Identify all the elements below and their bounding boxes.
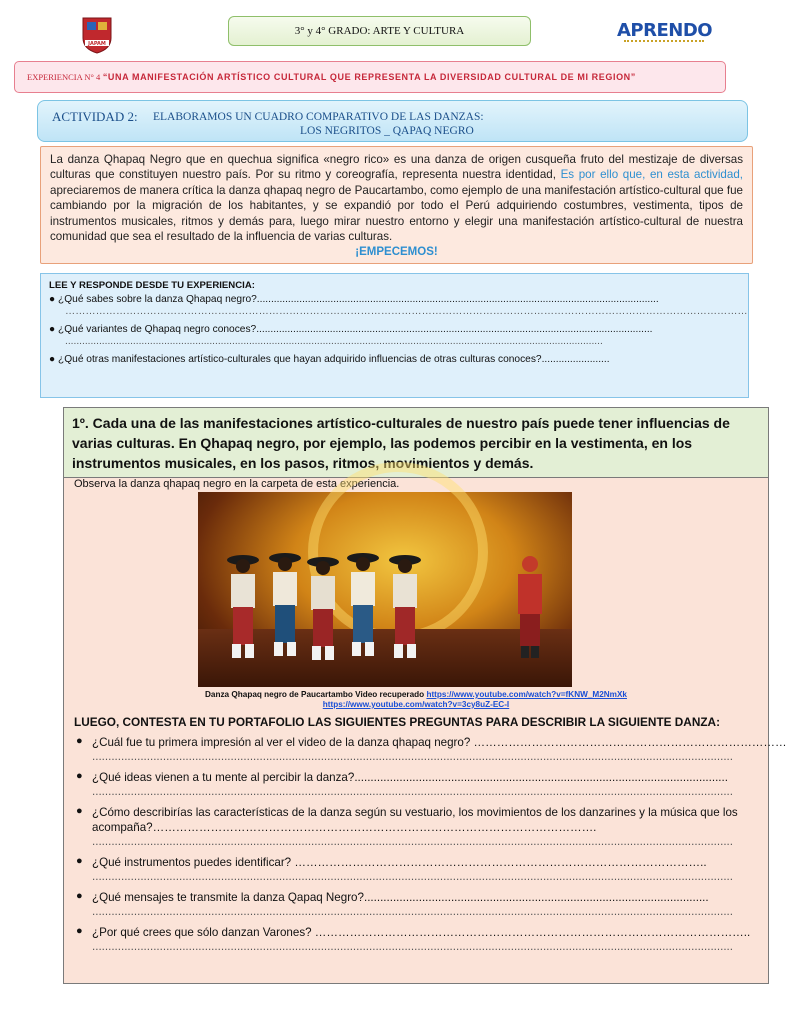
activity-banner (37, 100, 748, 142)
questions-list (74, 735, 787, 960)
answer-dots: .................................................................................................................... (354, 771, 728, 784)
school-crest-icon (80, 16, 114, 54)
answer-line[interactable]: ....................................................................................................................................................................................................... (92, 870, 734, 883)
brand-underline (624, 40, 704, 44)
bullet-icon: ● (49, 354, 56, 365)
question-text: ¿Qué mensajes te transmite la danza Qapaq Negro? (92, 891, 364, 904)
bullet-icon: ● (49, 324, 56, 335)
lee-question-3 (49, 352, 740, 367)
question-text: ¿Qué instrumentos puedes identificar? (92, 856, 292, 869)
video-link-1[interactable]: https://www.youtube.com/watch?v=fKNW_M2NmXk (426, 690, 627, 699)
answer-dots: ……………………………………………………………………………………………………. (152, 821, 597, 834)
video-link-2[interactable]: https://www.youtube.com/watch?v=3cy8uZ-EC-I (322, 700, 510, 709)
lee-question-1-text: ¿Qué sabes sobre la danza Qhapaq negro? (58, 294, 257, 305)
list-item (74, 925, 754, 953)
bullet-icon: ● (76, 805, 83, 817)
answer-line[interactable]: ....................................................................................................................................................................................................... (92, 785, 734, 798)
caption-text: Danza Qhapaq negro de Paucartambo Video recuperado (205, 690, 425, 699)
answer-line[interactable]: .............................................................................................................................................................................................. (65, 336, 603, 347)
lee-question-3-text: ¿Qué otras manifestaciones artístico-culturales que hayan adquirido influencias de otras culturas conoces?........................ (58, 354, 610, 365)
lee-question-2-text: ¿Qué variantes de Qhapaq negro conoces? (58, 324, 257, 335)
answer-dots: …………………………………………………………………………………………….. (291, 856, 707, 869)
grade-banner: 3° y 4° GRADO: ARTE Y CULTURA (228, 16, 531, 46)
experience-label: EXPERIENCIA N° 4 (27, 72, 101, 82)
activity-number: ACTIVIDAD 2: (52, 109, 138, 124)
logo-text: JAPAM (88, 41, 106, 47)
brand-logo: APRENDO (617, 20, 713, 41)
intro-text-b: apreciaremos de manera crítica la danza qhapaq negro de Paucartambo, como ejemplo de una manifestación artístico-cultural que fue cambiando por la migración de los habitantes, y se expandió por todo el Perú adquiriendo costumbres, vestimenta, tipos de instrumentos musicales, ritmos y demás para, luego mirar nuestro entorno y elegir una manifestación artístico-cultural de nuestra comunidad que sea el resultado de la influencia de varias culturas. (50, 183, 743, 244)
question-text: ¿Por qué crees que sólo danzan Varones? (92, 926, 312, 939)
answer-line[interactable]: ....................................................................................................................................................................................................... (92, 940, 734, 953)
answer-line[interactable]: ....................................................................................................................................................................................................... (92, 835, 734, 848)
list-item (74, 890, 754, 918)
answer-dots: ........................................................................................................... (363, 891, 709, 904)
activity-title-line2: LOS NEGRITOS _ QAPAQ NEGRO (300, 125, 474, 137)
lee-question-1 (49, 293, 740, 306)
section-1-heading: 1º. Cada una de las manifestaciones artístico-culturales de nuestro país puede tener influencias de varias culturas. En Qhapaq negro, por ejemplo, las podemos percibir en la vestimenta, en los instrumentos musicales, en los pasos, ritmos, movimientos y demás. (64, 408, 768, 478)
bullet-icon: ● (76, 770, 83, 782)
intro-cta: ¡EMPECEMOS! (355, 246, 438, 259)
experience-title: “UNA MANIFESTACIÓN ARTÍSTICO CULTURAL QUE REPRESENTA LA DIVERSIDAD CULTURAL DE MI REGION” (102, 72, 636, 82)
bullet-icon: ● (76, 735, 83, 747)
lee-responde-box (40, 273, 749, 398)
section-1 (63, 407, 787, 984)
lee-heading: LEE Y RESPONDE DESDE TU EXPERIENCIA: (49, 280, 255, 291)
lee-question-2 (49, 323, 740, 336)
list-item (74, 805, 754, 848)
answer-dots: .............................................................................................................................................. (256, 294, 659, 305)
dancer-group (227, 553, 421, 660)
bullet-icon: ● (49, 294, 56, 305)
list-item (74, 735, 787, 763)
list-item (74, 770, 754, 798)
photo-caption (64, 690, 768, 700)
activity-title-line1: ELABORAMOS UN CUADRO COMPARATIVO DE LAS DANZAS: (153, 111, 484, 123)
intro-text-highlight: Es por ello que, en esta actividad, (555, 168, 743, 182)
dance-photo (198, 492, 572, 687)
bullet-icon: ● (76, 890, 83, 902)
list-item (74, 855, 754, 883)
dancers-illustration (198, 492, 572, 687)
intro-box (40, 146, 753, 264)
answer-line[interactable]: ………………………………………………………………………………………………………………………………………………………………………………… (65, 306, 748, 317)
photo-caption-link2 (64, 700, 768, 709)
question-text: ¿Cómo describirías las características de la danza según su vestuario, los movimientos de los danzarines y la música que los acompaña? (92, 806, 738, 834)
question-text: ¿Qué ideas vienen a tu mente al percibir la danza? (92, 771, 355, 784)
luego-instruction: LUEGO, CONTESTA EN TU PORTAFOLIO LAS SIGUIENTES PREGUNTAS PARA DESCRIBIR LA SIGUIENTE DANZA: (74, 715, 721, 729)
intro-text-a: La danza Qhapaq Negro que en quechua significa «negro rico» es una danza de origen cusqueña fruto del mestizaje de diversas culturas que constituyen nuestro país. Por su ritmo y coreografía, representa nuestra identidad, (50, 153, 743, 182)
answer-dots: ……………………………………………………………………… (470, 736, 787, 749)
answer-line[interactable]: ....................................................................................................................................................................................................... (92, 750, 734, 763)
bullet-icon: ● (76, 855, 83, 867)
answer-dots: ………………………………………………………………………………………………….. (311, 926, 751, 939)
answer-line[interactable]: ....................................................................................................................................................................................................... (92, 905, 734, 918)
observa-text: Observa la danza qhapaq negro en la carpeta de esta experiencia. (74, 478, 400, 490)
experience-banner (14, 61, 726, 93)
question-text: ¿Cuál fue tu primera impresión al ver el video de la danza qhapaq negro? (92, 736, 471, 749)
bullet-icon: ● (76, 925, 83, 937)
lead-dancer (518, 556, 542, 658)
answer-dots: ............................................................................................................................................ (256, 324, 653, 335)
